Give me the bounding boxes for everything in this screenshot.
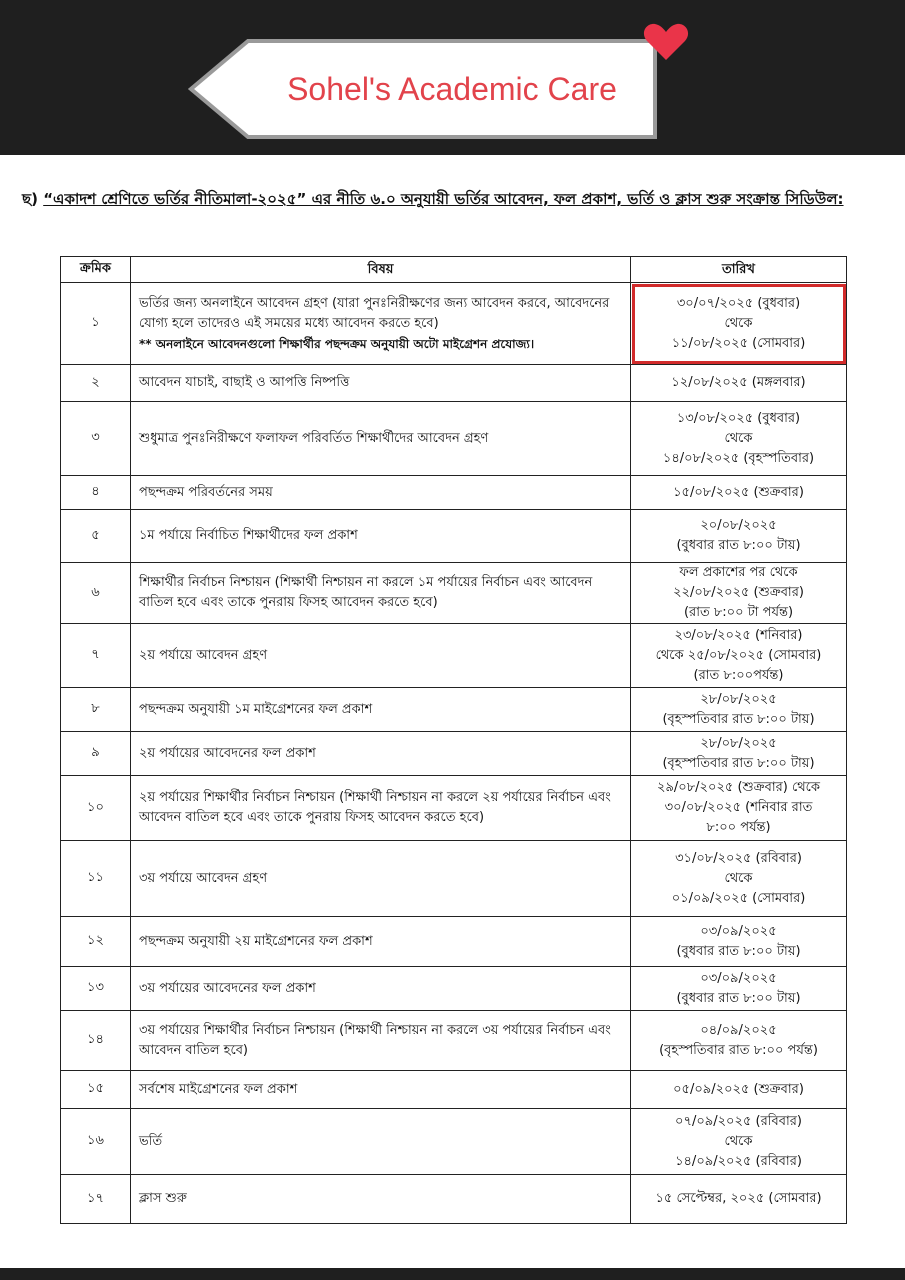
cell-date — [631, 365, 847, 402]
table-row — [61, 624, 847, 688]
date-line: ১৪/০৯/২০২৫ (রবিবার) — [675, 1153, 802, 1169]
cell-date — [631, 1109, 847, 1175]
table-row — [61, 688, 847, 732]
subject-text: ১ম পর্যায়ে নির্বাচিত শিক্ষার্থীদের ফল প্রকাশ — [139, 528, 358, 543]
date-line: ১২/০৮/২০২৫ (মঙ্গলবার) — [671, 375, 806, 390]
subject-text: ২য় পর্যায়ে আবেদন গ্রহণ — [139, 647, 268, 663]
subject-text: শিক্ষার্থীর নির্বাচন নিশ্চায়ন (শিক্ষার্থী নিশ্চায়ন না করলে ১ম পর্যায়ের নির্বাচন এবং আবেদন বাতিল হবে এবং তাকে পুনরায় ফিসহ আবেদন করতে হবে) — [139, 575, 593, 610]
date-line: থেকে — [724, 870, 753, 886]
heart-icon — [643, 22, 689, 62]
date-line: ০৭/০৯/২০২৫ (রবিবার) — [675, 1113, 802, 1129]
table-row — [61, 967, 847, 1011]
cell-date — [631, 1175, 847, 1224]
table-row — [61, 917, 847, 967]
date-line: ০৫/০৯/২০২৫ (শুক্রবার) — [673, 1081, 804, 1097]
cell-date — [631, 476, 847, 510]
heading-prefix: ছ) — [22, 190, 38, 208]
cell-serial: ৫ — [61, 510, 131, 563]
date-line: ০১/০৯/২০২৫ (সোমবার) — [671, 890, 806, 906]
cell-serial: ৩ — [61, 402, 131, 476]
date-line: (বুধবার রাত ৮:০০ টায়) — [676, 538, 801, 553]
date-line: থেকে — [724, 315, 753, 331]
date-line: (রাত ৮:০০ টা পর্যন্ত) — [683, 605, 794, 620]
cell-serial: ১২ — [61, 917, 131, 967]
cell-serial: ১৫ — [61, 1071, 131, 1109]
table-row — [61, 1109, 847, 1175]
table-row — [61, 365, 847, 402]
banner-tag — [188, 38, 660, 140]
date-line: ০৩/০৯/২০২৫ — [700, 970, 777, 986]
cell-serial: ১১ — [61, 841, 131, 917]
subject-text: ৩য় পর্যায়ের শিক্ষার্থীর নির্বাচন নিশ্চায়ন (শিক্ষার্থী নিশ্চায়ন না করলে ৩য় পর্যায়ের নির্বাচন এবং আবেদন বাতিল হবে) — [139, 1022, 611, 1058]
date-line: ১৪/০৮/২০২৫ (বৃহস্পতিবার) — [662, 450, 815, 466]
cell-date — [631, 841, 847, 917]
header-serial: ক্রমিক — [61, 257, 131, 283]
subject-note: ** অনলাইনে আবেদনগুলো শিক্ষার্থীর পছন্দক্রম অনুযায়ী অটো মাইগ্রেশন প্রযোজ্য। — [139, 336, 535, 351]
cell-serial: ২ — [61, 365, 131, 402]
date-line: থেকে ২৫/০৮/২০২৫ (সোমবার) — [655, 647, 822, 663]
table-row — [61, 1011, 847, 1071]
table-row — [61, 283, 847, 365]
cell-subject — [131, 624, 631, 688]
table-row — [61, 563, 847, 624]
date-line: ০৪/০৯/২০২৫ — [700, 1022, 777, 1038]
date-line: (বৃহস্পতিবার রাত ৮:০০ টায়) — [662, 711, 815, 727]
subject-text: পছন্দক্রম অনুযায়ী ২য় মাইগ্রেশনের ফল প্রকাশ — [139, 933, 373, 949]
cell-serial: ১০ — [61, 776, 131, 841]
cell-subject — [131, 365, 631, 402]
subject-text: পছন্দক্রম অনুযায়ী ১ম মাইগ্রেশনের ফল প্রকাশ — [139, 701, 373, 717]
date-line: ৩০/০৮/২০২৫ (শনিবার রাত — [664, 800, 813, 815]
subject-text: ২য় পর্যায়ের আবেদনের ফল প্রকাশ — [139, 745, 316, 761]
cell-serial: ৯ — [61, 732, 131, 776]
date-line: থেকে — [724, 1133, 753, 1149]
admission-schedule-table — [60, 256, 847, 1224]
table-row — [61, 732, 847, 776]
table-row — [61, 841, 847, 917]
table-row — [61, 476, 847, 510]
table-row — [61, 1071, 847, 1109]
cell-date — [631, 283, 847, 365]
date-line: ২২/০৮/২০২৫ (শুক্রবার) — [673, 585, 804, 600]
date-line: ২৮/০৮/২০২৫ — [700, 735, 777, 751]
cell-serial: ১৩ — [61, 967, 131, 1011]
cell-serial: ৬ — [61, 563, 131, 624]
date-line: ৮:০০ পর্যন্ত) — [706, 820, 771, 835]
cell-subject — [131, 510, 631, 563]
table-row — [61, 402, 847, 476]
date-line: (বুধবার রাত ৮:০০ টায়) — [676, 990, 801, 1006]
cell-date — [631, 1011, 847, 1071]
cell-subject — [131, 776, 631, 841]
cell-subject — [131, 283, 631, 365]
date-line: ১৩/০৮/২০২৫ (বুধবার) — [676, 410, 801, 426]
cell-serial: ১৪ — [61, 1011, 131, 1071]
date-line: ৩১/০৮/২০২৫ (রবিবার) — [675, 850, 802, 866]
cell-date — [631, 688, 847, 732]
date-line: ০৩/০৯/২০২৫ — [700, 923, 777, 939]
top-banner-band — [0, 0, 905, 155]
date-line: ১৫/০৮/২০২৫ (শুক্রবার) — [673, 484, 804, 500]
cell-date — [631, 1071, 847, 1109]
subject-text: ভর্তি — [139, 1133, 163, 1149]
subject-text: ৩য় পর্যায়ের আবেদনের ফল প্রকাশ — [139, 980, 316, 996]
cell-serial: ৮ — [61, 688, 131, 732]
bottom-band — [0, 1268, 905, 1280]
date-line: (বুধবার রাত ৮:০০ টায়) — [676, 943, 801, 959]
cell-serial: ৭ — [61, 624, 131, 688]
table-body — [61, 283, 847, 1224]
subject-text: ক্লাস শুরু — [139, 1191, 187, 1206]
date-line: ১১/০৮/২০২৫ (সোমবার) — [671, 335, 806, 351]
subject-text: পছন্দক্রম পরিবর্তনের সময় — [139, 484, 273, 500]
cell-date — [631, 624, 847, 688]
subject-text: ভর্তির জন্য অনলাইনে আবেদন গ্রহণ (যারা পুনঃনিরীক্ষণের জন্য আবেদন করবে, আবেদনের যোগ্য হলে তাদেরও এই সময়ের মধ্যে আবেদন করতে হবে) — [139, 295, 610, 331]
cell-subject — [131, 688, 631, 732]
cell-date — [631, 967, 847, 1011]
table-header-row — [61, 257, 847, 283]
subject-text: সর্বশেষ মাইগ্রেশনের ফল প্রকাশ — [139, 1081, 298, 1097]
table-row — [61, 510, 847, 563]
cell-subject — [131, 563, 631, 624]
subject-text: ৩য় পর্যায়ে আবেদন গ্রহণ — [139, 870, 268, 886]
cell-date — [631, 563, 847, 624]
cell-subject — [131, 1071, 631, 1109]
cell-date — [631, 917, 847, 967]
date-line: ২৯/০৮/২০২৫ (শুক্রবার) থেকে — [657, 780, 820, 795]
date-line: (বৃহস্পতিবার রাত ৮:০০ পর্যন্ত) — [659, 1042, 818, 1058]
schedule-heading — [22, 186, 884, 212]
cell-subject — [131, 1011, 631, 1071]
cell-subject — [131, 402, 631, 476]
cell-subject — [131, 967, 631, 1011]
heading-text: “একাদশ শ্রেণিতে ভর্তির নীতিমালা-২০২৫” এর নীতি ৬.০ অনুযায়ী ভর্তির আবেদন, ফল প্রকাশ, ভর্তি ও ক্লাস শুরু সংক্রান্ত সিডিউল: — [43, 190, 844, 208]
cell-date — [631, 776, 847, 841]
cell-subject — [131, 1109, 631, 1175]
date-line: ২৮/০৮/২০২৫ — [700, 691, 777, 707]
date-line: ২৩/০৮/২০২৫ (শনিবার) — [674, 627, 803, 643]
date-line: (বৃহস্পতিবার রাত ৮:০০ টায়) — [662, 755, 815, 771]
cell-date — [631, 510, 847, 563]
cell-date — [631, 732, 847, 776]
banner-title: Sohel's Academic Care — [287, 70, 617, 107]
date-line: (রাত ৮:০০পর্যন্ত) — [693, 667, 784, 683]
cell-subject — [131, 917, 631, 967]
cell-subject — [131, 1175, 631, 1224]
table-row — [61, 1175, 847, 1224]
subject-text: আবেদন যাচাই, বাছাই ও আপত্তি নিষ্পত্তি — [139, 375, 350, 390]
cell-serial: ১ — [61, 283, 131, 365]
cell-serial: ৪ — [61, 476, 131, 510]
date-line: ৩০/০৭/২০২৫ (বুধবার) — [676, 295, 801, 311]
date-line: ফল প্রকাশের পর থেকে — [679, 565, 798, 580]
header-date: তারিখ — [631, 257, 847, 283]
cell-date — [631, 402, 847, 476]
subject-text: ২য় পর্যায়ের শিক্ষার্থীর নির্বাচন নিশ্চায়ন (শিক্ষার্থী নিশ্চায়ন না করলে ২য় পর্যায়ের নির্বাচন এবং আবেদন বাতিল হবে এবং তাকে পুনরায় ফিসহ আবেদন করতে হবে) — [139, 790, 611, 825]
cell-subject — [131, 476, 631, 510]
cell-subject — [131, 841, 631, 917]
table-row — [61, 776, 847, 841]
date-line: ২০/০৮/২০২৫ — [700, 518, 777, 533]
header-subject: বিষয় — [131, 257, 631, 283]
date-line: থেকে — [724, 430, 753, 446]
date-line: ১৫ সেপ্টেম্বর, ২০২৫ (সোমবার) — [655, 1191, 822, 1206]
cell-subject — [131, 732, 631, 776]
cell-serial: ১৬ — [61, 1109, 131, 1175]
cell-serial: ১৭ — [61, 1175, 131, 1224]
subject-text: শুধুমাত্র পুনঃনিরীক্ষণে ফলাফল পরিবর্তিত শিক্ষার্থীদের আবেদন গ্রহণ — [139, 430, 489, 446]
